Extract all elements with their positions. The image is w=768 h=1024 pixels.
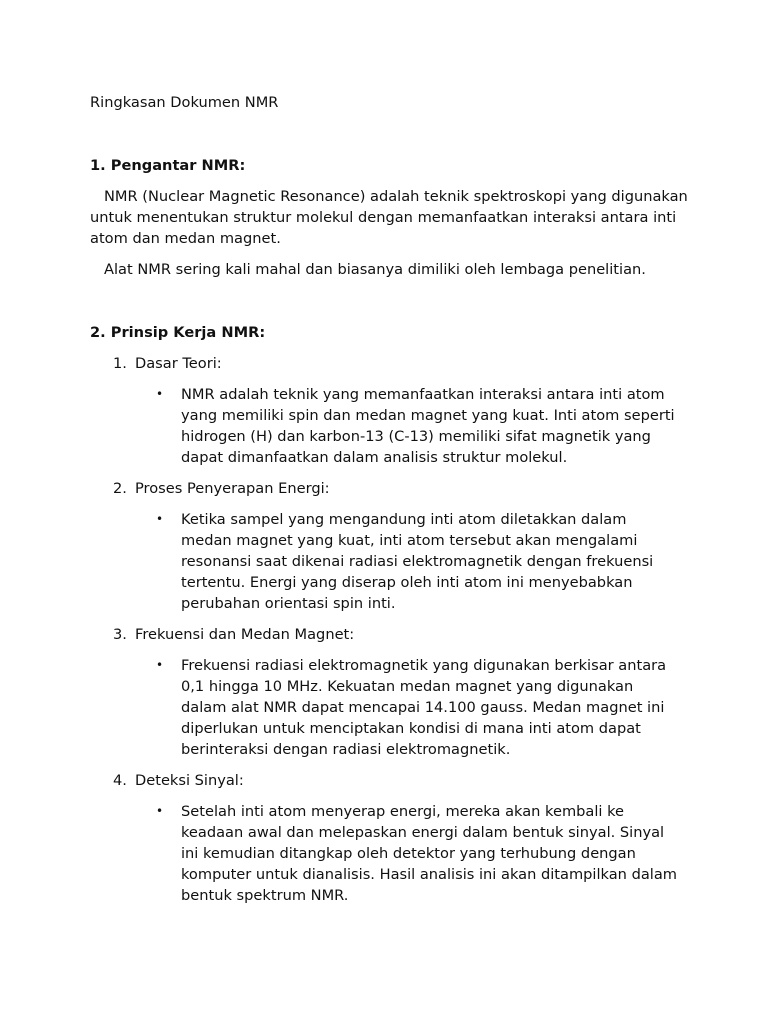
step-title: Deteksi Sinyal: bbox=[135, 772, 244, 789]
bullet-icon: • bbox=[156, 658, 164, 672]
list-item bbox=[90, 770, 690, 906]
step-number: 3. bbox=[113, 626, 127, 643]
step-heading bbox=[90, 353, 690, 374]
step-title: Dasar Teori: bbox=[135, 355, 222, 372]
step-detail-list bbox=[90, 655, 690, 760]
step-detail-text: NMR adalah teknik yang memanfaatkan interaksi antara inti atom yang memiliki spin dan medan magnet yang kuat. Inti atom seperti hidrogen (H) dan karbon-13 (C-13) memiliki sifat magnetik yang dapat dimanfaatkan dalam analisis struktur molekul. bbox=[181, 386, 675, 466]
step-number: 4. bbox=[113, 772, 127, 789]
step-heading bbox=[90, 478, 690, 499]
step-detail-text: Ketika sampel yang mengandung inti atom diletakkan dalam medan magnet yang kuat, inti atom tersebut akan mengalami resonansi saat dikenai radiasi elektromagnetik dengan frekuensi tertentu. Energi yang diserap oleh inti atom ini menyebabkan perubahan orientasi spin inti. bbox=[181, 511, 654, 612]
bullet-icon: • bbox=[156, 387, 164, 401]
step-number: 1. bbox=[113, 355, 127, 372]
bullet-icon: • bbox=[156, 804, 164, 818]
document-title: Ringkasan Dokumen NMR bbox=[90, 94, 279, 111]
intro-paragraph-1: NMR (Nuclear Magnetic Resonance) adalah teknik spektroskopi yang digunakan untuk menentukan struktur molekul dengan memanfaatkan interaksi antara inti atom dan medan magnet. bbox=[90, 188, 688, 247]
list-item bbox=[90, 624, 690, 760]
step-title: Proses Penyerapan Energi: bbox=[135, 480, 330, 497]
section-heading-principles: 2. Prinsip Kerja NMR: bbox=[90, 324, 266, 341]
step-detail-text: Setelah inti atom menyerap energi, mereka akan kembali ke keadaan awal dan melepaskan energi dalam bentuk sinyal. Sinyal ini kemudian ditangkap oleh detektor yang terhubung dengan komputer untuk dianalisis. Hasil analisis ini akan ditampilkan dalam bentuk spektrum NMR. bbox=[181, 803, 677, 904]
step-title: Frekuensi dan Medan Magnet: bbox=[135, 626, 355, 643]
step-detail-list bbox=[90, 509, 690, 614]
list-item bbox=[90, 801, 690, 906]
principles-list bbox=[90, 353, 690, 906]
list-item bbox=[90, 353, 690, 468]
list-item bbox=[90, 509, 690, 614]
list-item bbox=[90, 655, 690, 760]
step-detail-text: Frekuensi radiasi elektromagnetik yang digunakan berkisar antara 0,1 hingga 10 MHz. Kekuatan medan magnet yang digunakan dalam alat NMR dapat mencapai 14.100 gauss. Medan magnet ini diperlukan untuk menciptakan kondisi di mana inti atom dapat berinteraksi dengan radiasi elektromagnetik. bbox=[181, 657, 667, 758]
section-heading-intro: 1. Pengantar NMR: bbox=[90, 157, 246, 174]
bullet-icon: • bbox=[156, 512, 164, 526]
step-detail-list bbox=[90, 384, 690, 468]
step-heading bbox=[90, 624, 690, 645]
step-number: 2. bbox=[113, 480, 127, 497]
intro-paragraph-2: Alat NMR sering kali mahal dan biasanya dimiliki oleh lembaga penelitian. bbox=[104, 261, 646, 278]
step-detail-list bbox=[90, 801, 690, 906]
step-heading bbox=[90, 770, 690, 791]
list-item bbox=[90, 384, 690, 468]
list-item bbox=[90, 478, 690, 614]
document-page bbox=[90, 92, 690, 916]
